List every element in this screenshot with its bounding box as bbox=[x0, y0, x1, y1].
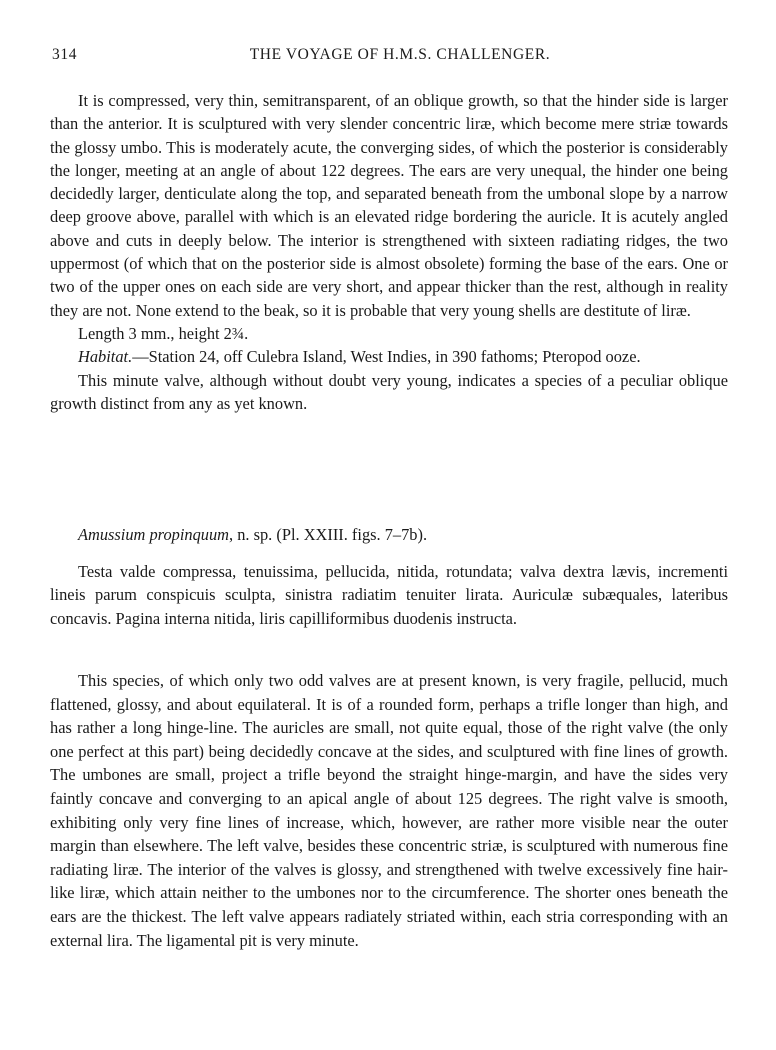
first-species-section bbox=[50, 89, 728, 415]
latin-diagnosis-block bbox=[50, 560, 728, 630]
page-number: 314 bbox=[52, 46, 78, 63]
measurements-line: Length 3 mm., height 2¾. bbox=[78, 323, 249, 343]
running-title: THE VOYAGE OF H.M.S. CHALLENGER. bbox=[249, 46, 551, 63]
habitat-text: —Station 24, off Culebra Island, West Indies, in 390 fathoms; Pteropod ooze. bbox=[132, 347, 641, 367]
species-heading-block bbox=[50, 523, 728, 546]
shell-description-paragraph: It is compressed, very thin, semitransparent, of an oblique growth, so that the hinder side is larger than the anterior. It is sculptured with very slender concentric liræ, which become mere striæ towards the glossy umbo. This is moderately acute, the converging sides, of which the posterior is considerably the longer, meeting at an angle of about 122 degrees. The ears are very unequal, the hinder one being decidedly larger, denticulate along the top, and separated beneath from the umbonal slope by a narrow deep groove above, parallel with which is an elevated ridge bordering the auricle. It is acutely angled above and cuts in deeply below. The interior is strengthened with sixteen radiating ridges, the two uppermost (of which that on the posterior side is almost obsolete) forming the base of the ears. One or two of the upper ones on each side are very short, and appear thicker than the rest, although in reality they are not. None extend to the beak, so it is probable that very young shells are destitute of liræ. bbox=[50, 91, 728, 320]
species-reference: , n. sp. (Pl. XXIII. figs. 7–7b). bbox=[229, 525, 428, 544]
latin-diagnosis: Testa valde compressa, tenuissima, pellucida, nitida, rotundata; valva dextra lævis, incrementi lineis parum conspicuis sculpta, sinistra radiatim tenuiter lirata. Auriculæ subæquales, lateribus concavis. Pagina interna nitida, liris capilliformibus duodenis instructa. bbox=[50, 562, 728, 628]
second-species-description-block bbox=[50, 669, 728, 952]
species-description-paragraph: This species, of which only two odd valves are at present known, is very fragile, pellucid, much flattened, glossy, and about equilateral. It is of a rounded form, perhaps a trifle longer than high, and has rather a long hinge-line. The auricles are small, not quite equal, those of the right valve (the only one perfect at this part) being decidedly concave at the sides, and sculptured with fine lines of growth. The umbones are small, project a trifle beyond the straight hinge-margin, and have the sides very faintly concave and converging to an apical angle of about 125 degrees. The right valve is smooth, exhibiting only very fine lines of increase, which, however, are rather more visible near the outer margin than elsewhere. The left valve, besides these concentric striæ, is sculptured with numerous fine radiating liræ. The interior of the valves is glossy, and strengthened with twelve excessively fine hair-like liræ, which attain neither to the umbones nor to the circumference. The shorter ones beneath the ears are the thickest. The left valve appears radiately striated within, each stria corresponding with an external lira. The ligamental pit is very minute. bbox=[50, 671, 728, 950]
page-header bbox=[52, 46, 728, 70]
species-name: Amussium propinquum bbox=[78, 525, 230, 544]
habitat-label: Habitat. bbox=[78, 347, 133, 367]
species-heading bbox=[50, 523, 728, 546]
habitat-line bbox=[50, 345, 728, 368]
remark-paragraph: This minute valve, although without doubt very young, indicates a species of a peculiar oblique growth distinct from any as yet known. bbox=[50, 370, 728, 413]
